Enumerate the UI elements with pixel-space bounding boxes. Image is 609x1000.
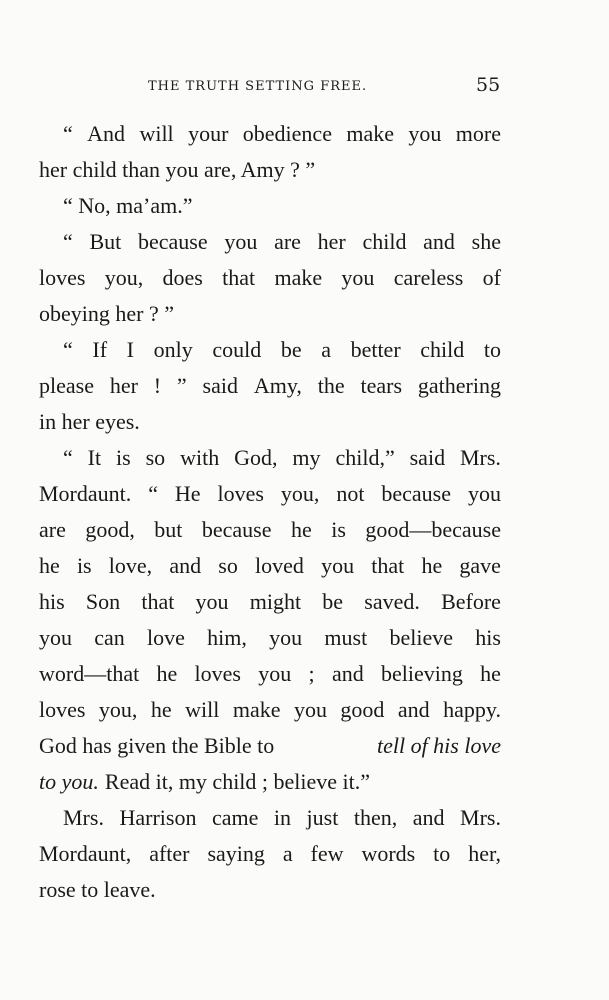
word: make xyxy=(346,121,394,146)
word: Before xyxy=(441,589,501,614)
word: loves xyxy=(194,661,241,686)
word: child,” xyxy=(335,445,395,470)
word: child xyxy=(362,229,407,254)
word: Mordaunt. xyxy=(39,481,132,506)
text-line xyxy=(39,368,501,404)
word: loves xyxy=(217,481,264,506)
word: you, xyxy=(104,265,144,290)
word: I xyxy=(126,337,134,362)
word: good xyxy=(340,697,385,722)
italic-phrase: tell of his love xyxy=(376,733,501,758)
word: but xyxy=(154,517,183,542)
word: to xyxy=(483,337,501,362)
word: his xyxy=(475,625,501,650)
word: you, xyxy=(280,481,320,506)
word: good, xyxy=(85,517,135,542)
word: and xyxy=(169,553,202,578)
word: are xyxy=(39,517,66,542)
word: a xyxy=(321,337,331,362)
text-line xyxy=(39,440,501,476)
word: Mrs. xyxy=(459,445,501,470)
word: tears xyxy=(360,373,403,398)
word: you xyxy=(321,553,355,578)
text-line: “ No, ma’am.” xyxy=(63,193,193,218)
text-line xyxy=(39,260,501,296)
word: Mrs. xyxy=(460,805,501,830)
word: will xyxy=(139,121,174,146)
word: in xyxy=(273,805,292,830)
body-text xyxy=(39,116,501,908)
word: more xyxy=(455,121,501,146)
word: a xyxy=(282,841,293,866)
word: because xyxy=(201,517,272,542)
word: words xyxy=(361,841,416,866)
word: her xyxy=(109,373,138,398)
word: He xyxy=(174,481,201,506)
word: he xyxy=(290,517,312,542)
word: loved xyxy=(255,553,304,578)
word: make xyxy=(274,265,323,290)
text-line: her child than you are, Amy ? ” xyxy=(39,157,316,182)
word: loves xyxy=(39,697,86,722)
word: word—that xyxy=(39,661,140,686)
word: Amy, xyxy=(253,373,302,398)
word: Mordaunt, xyxy=(39,841,132,866)
word: he xyxy=(480,661,501,686)
word: does xyxy=(162,265,203,290)
word: please xyxy=(39,373,94,398)
word: her, xyxy=(468,841,501,866)
word: because xyxy=(381,481,452,506)
word: to xyxy=(433,841,451,866)
word: Mrs. xyxy=(63,805,104,830)
word: If xyxy=(92,337,108,362)
word: is xyxy=(76,553,92,578)
word: make xyxy=(232,697,281,722)
text-line xyxy=(39,116,501,152)
text-line xyxy=(39,584,501,620)
word: she xyxy=(471,229,501,254)
word: after xyxy=(149,841,190,866)
word: you xyxy=(293,697,327,722)
word: Harrison xyxy=(119,805,197,830)
text-line xyxy=(39,512,501,548)
text-line xyxy=(39,656,501,692)
word: you xyxy=(224,229,258,254)
page-number: 55 xyxy=(476,74,501,96)
word: happy. xyxy=(443,697,501,722)
word: her xyxy=(317,229,346,254)
word: you xyxy=(269,625,303,650)
word: of xyxy=(482,265,501,290)
word: he xyxy=(39,553,60,578)
word: But xyxy=(89,229,122,254)
word: saved. xyxy=(364,589,420,614)
word: your xyxy=(188,121,229,146)
word: is xyxy=(116,445,131,470)
word: him, xyxy=(207,625,247,650)
word: ; xyxy=(308,661,315,686)
word: said xyxy=(409,445,446,470)
word: gathering xyxy=(417,373,501,398)
word: you xyxy=(39,625,72,650)
word: must xyxy=(324,625,368,650)
word: and xyxy=(331,661,364,686)
word: will xyxy=(185,697,220,722)
word: not xyxy=(336,481,365,506)
word: he xyxy=(156,661,178,686)
word: are xyxy=(274,229,301,254)
word: so xyxy=(218,553,238,578)
word: love xyxy=(147,625,185,650)
word: child xyxy=(420,337,465,362)
word: “ xyxy=(63,445,73,470)
word: God, xyxy=(234,445,278,470)
word: ! xyxy=(153,373,162,398)
running-head: THE TRUTH SETTING FREE. xyxy=(148,79,368,94)
word: careless xyxy=(393,265,464,290)
text-line xyxy=(39,800,501,836)
text-line xyxy=(39,620,501,656)
word: “ xyxy=(63,229,73,254)
word: then, xyxy=(353,805,398,830)
word: “ xyxy=(63,337,73,362)
word: you xyxy=(258,661,292,686)
word: came xyxy=(211,805,259,830)
text-line: obeying her ? ” xyxy=(39,301,174,326)
word: be xyxy=(322,589,344,614)
word: just xyxy=(306,805,339,830)
word: believing xyxy=(381,661,463,686)
word: be xyxy=(280,337,302,362)
word: and xyxy=(423,229,455,254)
word: obedience xyxy=(242,121,332,146)
word: believe xyxy=(389,625,453,650)
text-line: rose to leave. xyxy=(39,877,156,902)
word: because xyxy=(138,229,208,254)
text-line xyxy=(39,224,501,260)
word: and xyxy=(412,805,445,830)
word: he xyxy=(421,553,443,578)
word: that xyxy=(222,265,256,290)
word: you xyxy=(195,589,229,614)
word: “ xyxy=(148,481,158,506)
word: is xyxy=(331,517,346,542)
word: And xyxy=(87,121,126,146)
word: said xyxy=(202,373,238,398)
word: that xyxy=(371,553,405,578)
word: better xyxy=(350,337,401,362)
word: Son xyxy=(85,589,121,614)
word: ” xyxy=(176,373,187,398)
word: loves xyxy=(39,265,86,290)
word: “ xyxy=(63,121,73,146)
text-line: in her eyes. xyxy=(39,409,140,434)
word: you xyxy=(341,265,375,290)
word: the xyxy=(317,373,345,398)
text-line xyxy=(39,692,501,728)
text-line xyxy=(39,476,501,512)
word: It xyxy=(87,445,102,470)
italic-phrase: to you. xyxy=(39,769,99,794)
word: you, xyxy=(98,697,138,722)
word: my xyxy=(292,445,321,470)
word: love, xyxy=(108,553,153,578)
word: you xyxy=(408,121,442,146)
word: could xyxy=(212,337,262,362)
word: few xyxy=(310,841,344,866)
text-line xyxy=(39,548,501,584)
word: can xyxy=(94,625,125,650)
word: saying xyxy=(207,841,265,866)
word: you xyxy=(467,481,501,506)
word: so xyxy=(145,445,166,470)
word: that xyxy=(141,589,175,614)
word: his xyxy=(39,589,65,614)
word: with xyxy=(180,445,220,470)
word: good—because xyxy=(365,517,501,542)
word: only xyxy=(153,337,193,362)
word: gave xyxy=(459,553,501,578)
word: he xyxy=(150,697,172,722)
text-line xyxy=(39,332,501,368)
text-line: God has given the Bible to tell of his love xyxy=(39,728,501,764)
word: and xyxy=(397,697,430,722)
text-line xyxy=(39,836,501,872)
word: might xyxy=(249,589,302,614)
text-line: to you. Read it, my child ; believe it.” xyxy=(39,764,501,800)
